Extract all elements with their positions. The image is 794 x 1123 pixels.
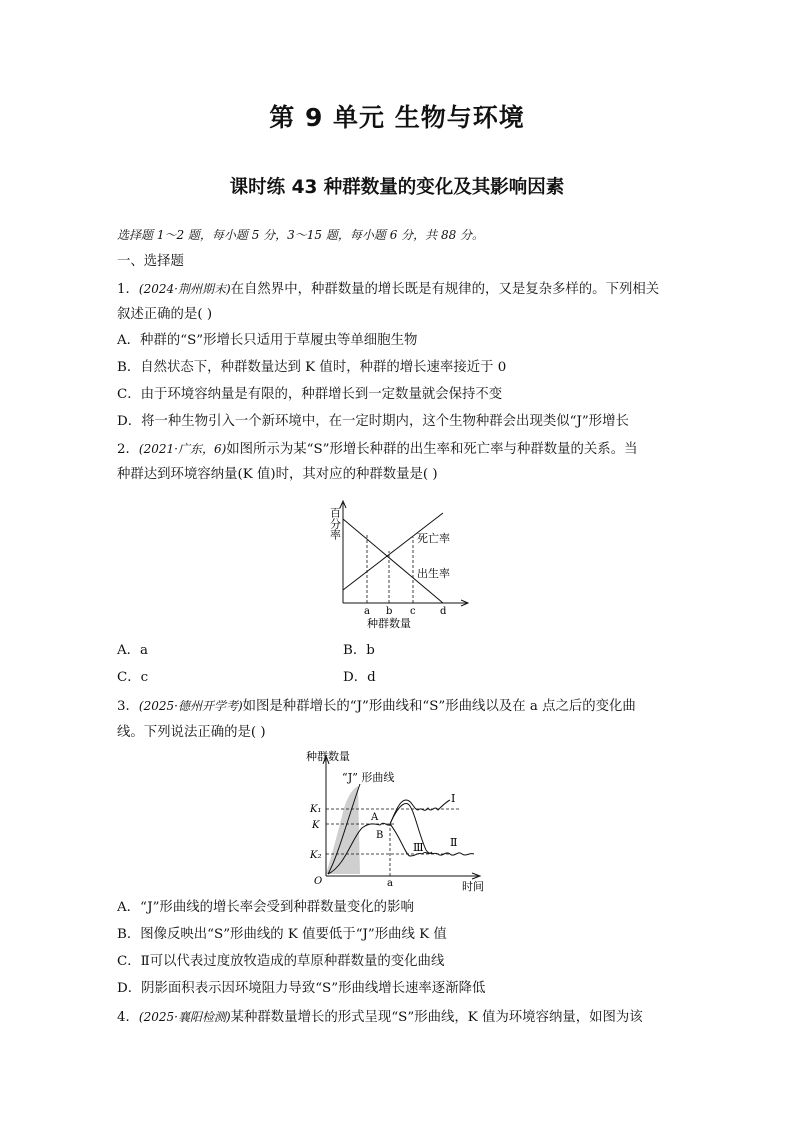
population-growth-figure: [300, 748, 495, 894]
question-2-option-c: C．c: [117, 670, 149, 685]
y-axis-label: 百分率: [328, 507, 342, 540]
question-2-option-a: A．a: [117, 643, 149, 658]
curve-III-label: Ⅲ: [413, 841, 424, 854]
k2-label: K₂: [310, 850, 322, 861]
question-2-stem-cont: 种群达到环境容纳量(K 值)时，其对应的种群数量是( ): [117, 467, 438, 482]
question-stem-text: 在自然界中，种群数量的增长既是有规律的，又是复杂多样的。下列相关: [230, 282, 660, 297]
question-number: 1．: [117, 282, 139, 297]
question-3-option-c: C．Ⅱ可以代表过度放牧造成的草原种群数量的变化曲线: [117, 954, 445, 969]
question-2-stem: [117, 439, 637, 460]
question-number: 2．: [117, 442, 139, 457]
question-1-option-c: C．由于环境容纳量是有限的，种群增长到一定数量就会保持不变: [117, 387, 503, 402]
point-a-label: a: [387, 878, 393, 889]
x-axis-label: 时间: [462, 880, 484, 893]
question-stem-text: 如图是种群增长的“J”形曲线和“S”形曲线以及在 a 点之后的变化曲: [242, 699, 636, 714]
question-number: 3．: [117, 699, 139, 714]
question-source: (2024·荆州期末): [138, 282, 231, 296]
question-4-stem: [117, 1007, 643, 1028]
question-1-option-d: D．将一种生物引入一个新环境中，在一定时期内，这个生物种群会出现类似“J”形增长: [117, 414, 629, 429]
question-3-stem-cont: 线。下列说法正确的是( ): [117, 725, 266, 740]
tick-label-a: a: [364, 606, 370, 617]
curve-III: [390, 824, 432, 856]
death-rate-label: 死亡率: [417, 532, 450, 545]
unit-title: 第 9 单元 生物与环境: [269, 103, 525, 132]
lesson-title: 课时练 43 种群数量的变化及其影响因素: [229, 177, 565, 198]
y-axis-label: 种群数量: [306, 750, 350, 763]
point-A-label: A: [371, 812, 379, 823]
question-number: 4．: [117, 1010, 139, 1025]
question-3-option-a: A．“J”形曲线的增长率会受到种群数量变化的影响: [117, 900, 414, 915]
curve-I-label: Ⅰ: [451, 792, 456, 805]
question-1-stem-cont: 叙述正确的是( ): [117, 307, 213, 322]
curve-I: [390, 800, 450, 824]
curve-II: [390, 804, 474, 856]
j-curve-label: “J” 形曲线: [342, 771, 395, 784]
question-stem-text: 如图所示为某“S”形增长种群的出生率和死亡率与种群数量的关系。当: [226, 442, 638, 457]
tick-label-c: c: [410, 606, 416, 617]
k-label: K: [312, 820, 320, 831]
point-B-label: B: [376, 830, 384, 841]
birth-rate-label: 出生率: [417, 567, 450, 580]
birth-death-rate-figure: [305, 495, 485, 635]
question-1-option-a: A．种群的“S”形增长只适用于草履虫等单细胞生物: [117, 333, 418, 348]
tick-label-d: d: [440, 606, 447, 617]
question-1-stem: [117, 279, 659, 300]
question-3-option-d: D．阴影面积表示因环境阻力导致“S”形曲线增长速率逐渐降低: [117, 981, 486, 996]
question-2-option-b: B．b: [343, 643, 375, 658]
k1-label: K₁: [310, 804, 322, 815]
question-1-option-b: B．自然状态下，种群数量达到 K 值时，种群的增长速率接近于 0: [117, 360, 507, 375]
question-stem-text: 某种群数量增长的形式呈现“S”形曲线，K 值为环境容纳量，如图为该: [230, 1010, 643, 1025]
curve-II-label: Ⅱ: [450, 836, 458, 849]
section-heading: 一、选择题: [117, 254, 184, 269]
instructions: 选择题 1～2 题，每小题 5 分，3～15 题，每小题 6 分，共 88 分。: [117, 228, 485, 242]
question-3-stem: [117, 696, 636, 717]
x-axis-label: 种群数量: [367, 617, 411, 630]
question-source: (2025·德州开学考): [138, 699, 243, 713]
question-source: (2025·襄阳检测): [138, 1010, 231, 1024]
question-3-option-b: B．图像反映出“S”形曲线的 K 值要低于“J”形曲线 K 值: [117, 927, 447, 942]
question-2-option-d: D．d: [343, 670, 376, 685]
question-source: (2021·广东，6): [138, 442, 227, 456]
origin-label: O: [314, 876, 323, 887]
tick-label-b: b: [386, 606, 393, 617]
